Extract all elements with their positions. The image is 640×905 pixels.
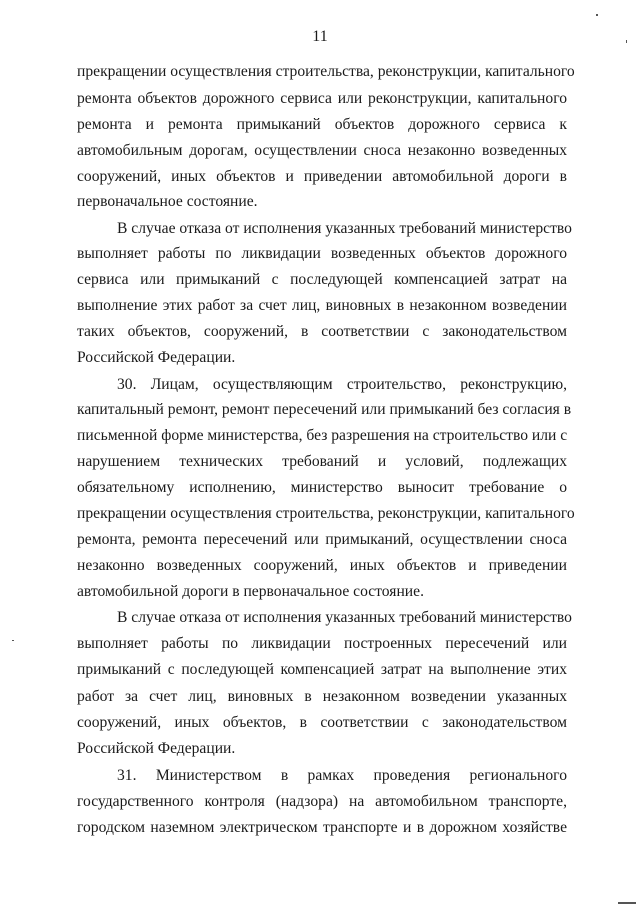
- text-line: таких объектов, сооружений, в соответствии с законодательством: [77, 323, 567, 340]
- text-line: выполняет работы по ликвидации построенных пересечений или: [77, 635, 567, 652]
- text-line: автомобильным дорогам, осуществлении сноса незаконно возведенных: [77, 142, 567, 159]
- text-line: незаконно возведенных сооружений, иных объектов и приведении: [77, 557, 567, 574]
- page-number: 11: [312, 28, 328, 45]
- text-line: нарушением технических требований и условий, подлежащих: [77, 453, 567, 470]
- text-line: сооружений, иных объектов и приведении автомобильной дороги в: [77, 168, 567, 185]
- text-line: 31. Министерством в рамках проведения регионального: [117, 767, 567, 784]
- text-line: сооружений, иных объектов, в соответствии с законодательством: [77, 714, 567, 731]
- text-line: примыканий с последующей компенсацией затрат на выполнение этих: [77, 661, 567, 678]
- scan-edge: [618, 902, 636, 904]
- text-line: автомобильной дороги в первоначальное состояние.: [77, 583, 424, 600]
- text-line: капитальный ремонт, ремонт пересечений или примыканий без согласия в: [77, 401, 572, 418]
- scan-speck: [12, 640, 14, 641]
- text-line: прекращении осуществления строительства, реконструкции, капитального: [77, 505, 575, 522]
- text-line: письменной форме министерства, без разрешения на строительство или с: [77, 427, 568, 444]
- text-line: первоначальное состояние.: [77, 193, 258, 210]
- text-line: Российской Федерации.: [77, 349, 236, 366]
- scan-speck: [626, 40, 627, 43]
- text-line: В случае отказа от исполнения указанных требований министерство: [117, 609, 572, 626]
- text-line: В случае отказа от исполнения указанных требований министерство: [117, 220, 572, 237]
- text-line: ремонта объектов дорожного сервиса или реконструкции, капитального: [77, 90, 567, 107]
- text-line: государственного контроля (надзора) на автомобильном транспорте,: [77, 793, 567, 810]
- text-line: сервиса или примыканий с последующей компенсацией затрат на: [77, 271, 567, 288]
- scan-speck: [596, 14, 598, 16]
- text-line: работ за счет лиц, виновных в незаконном возведении указанных: [77, 688, 567, 705]
- text-line: выполнение этих работ за счет лиц, виновных в незаконном возведении: [77, 297, 567, 314]
- text-line: обязательному исполнению, министерство выносит требование о: [77, 479, 567, 496]
- text-line: прекращении осуществления строительства, реконструкции, капитального: [77, 63, 575, 80]
- text-line: выполняет работы по ликвидации возведенных объектов дорожного: [77, 245, 567, 262]
- text-line: 30. Лицам, осуществляющим строительство, реконструкцию,: [117, 376, 567, 393]
- text-line: Российской Федерации.: [77, 740, 236, 757]
- text-line: ремонта, ремонта пересечений или примыканий, осуществлении сноса: [77, 531, 567, 548]
- text-line: городском наземном электрическом транспорте и в дорожном хозяйстве: [77, 819, 567, 836]
- text-line: ремонта и ремонта примыканий объектов дорожного сервиса к: [77, 116, 567, 133]
